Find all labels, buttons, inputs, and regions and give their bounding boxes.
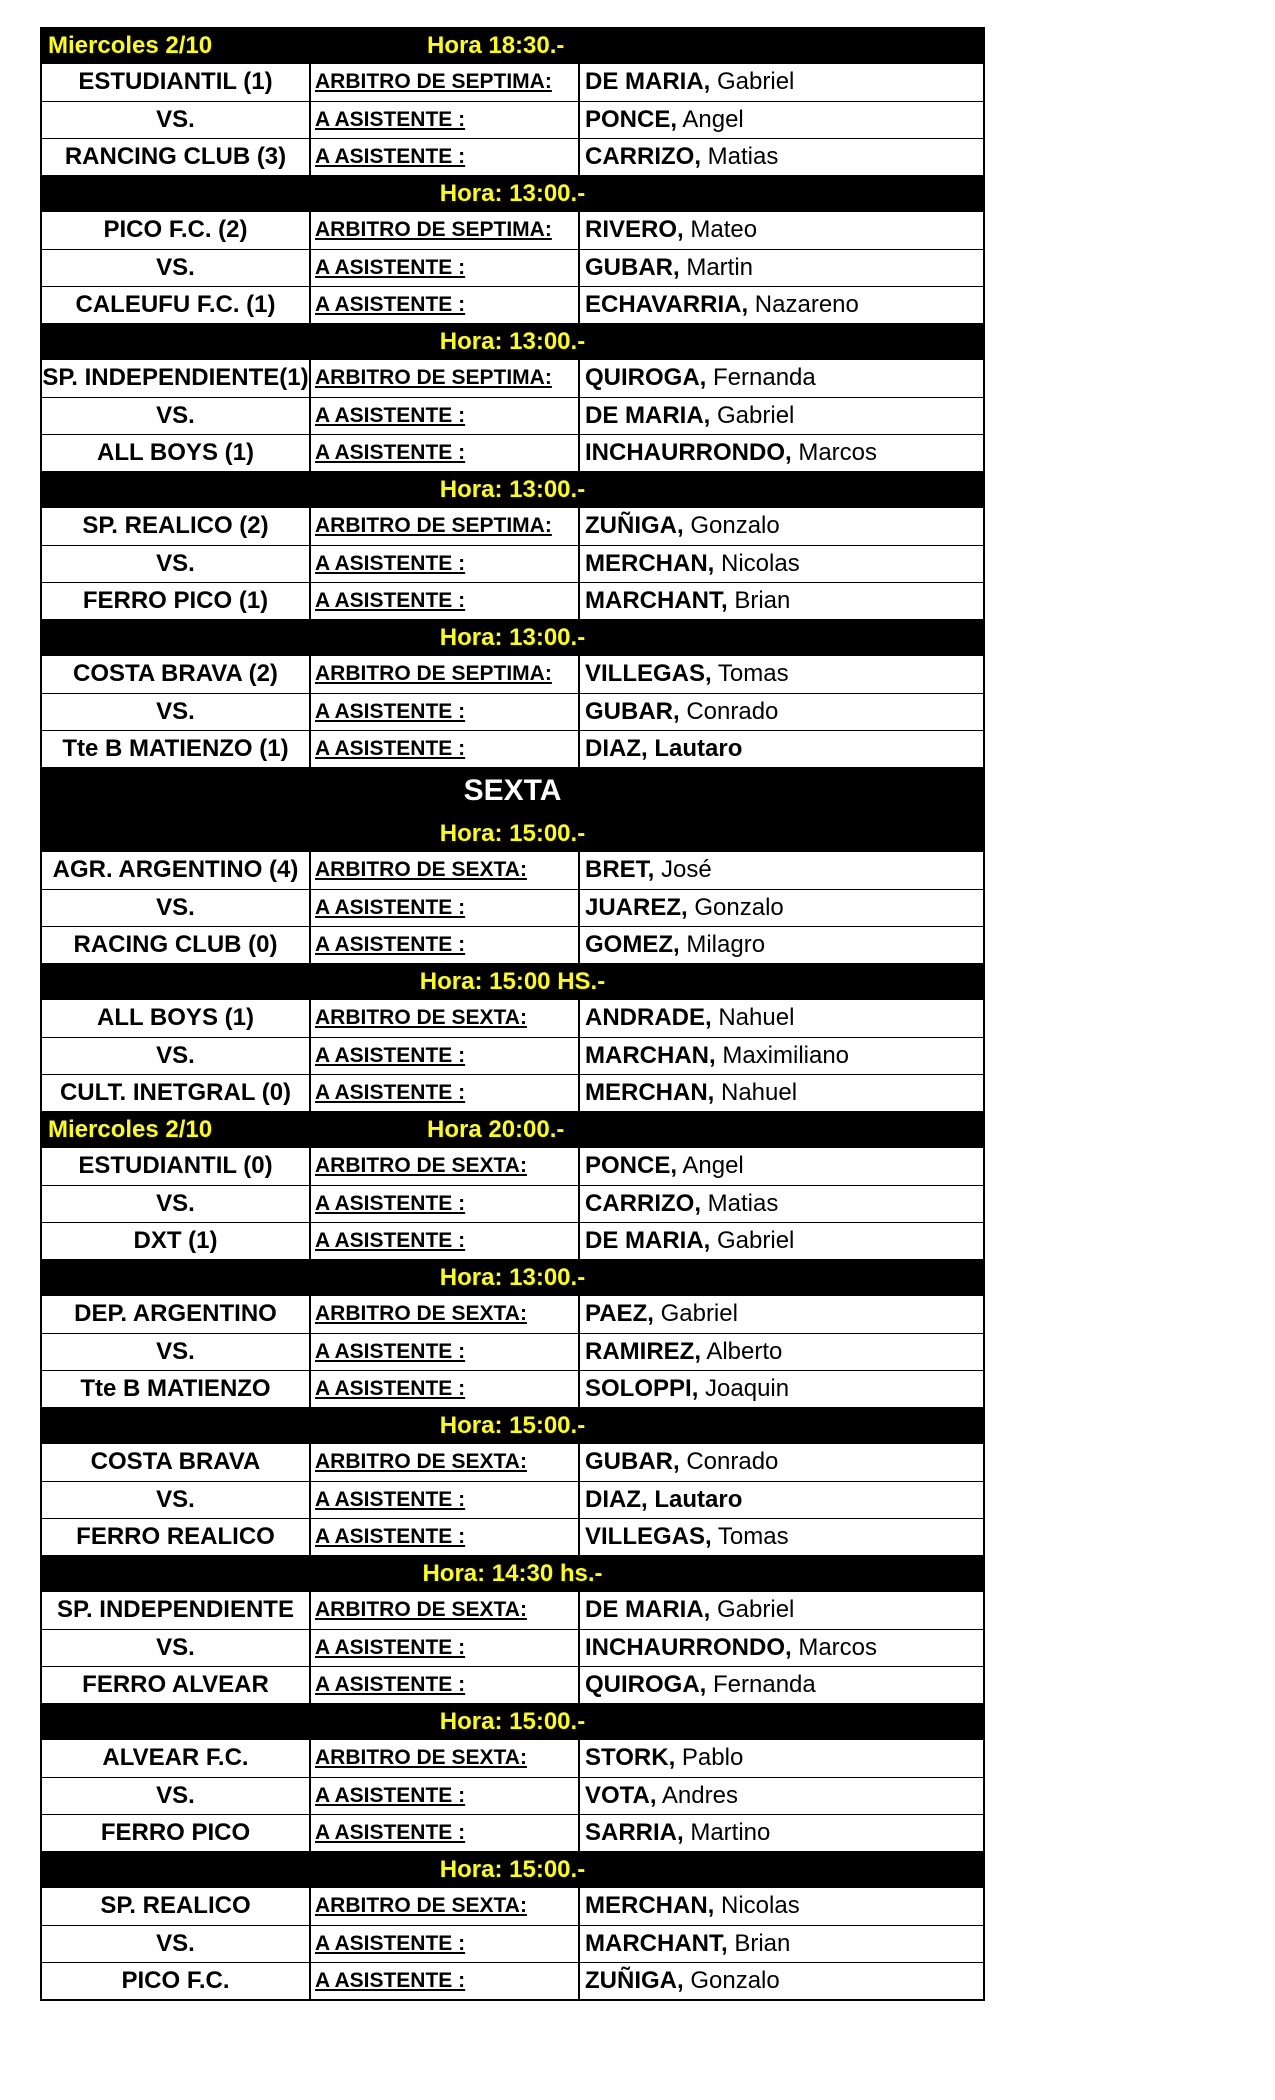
official-row (42, 1666, 983, 1703)
versus-label: VS. (42, 546, 311, 582)
official-surname: DE MARIA, (585, 402, 711, 429)
official-name (580, 583, 983, 619)
official-name (580, 102, 983, 138)
home-team: ALL BOYS (1) (42, 1000, 311, 1037)
assistant-role: A ASISTENTE : (311, 546, 580, 582)
official-name (580, 1296, 983, 1333)
match-time: Hora: 15:00.- (439, 1708, 586, 1735)
official-row (42, 360, 983, 397)
match-block (42, 656, 983, 767)
official-given-name: Mateo (690, 216, 758, 243)
match-block (42, 1740, 983, 1851)
official-given-name: Gabriel (717, 1227, 795, 1254)
match-time: Hora 20:00.- (427, 1116, 565, 1143)
official-row (42, 693, 983, 730)
match-block (42, 212, 983, 323)
match-time: Hora: 13:00.- (439, 1264, 586, 1291)
away-team: DXT (1) (42, 1223, 311, 1259)
away-team: CULT. INETGRAL (0) (42, 1075, 311, 1111)
official-row (42, 545, 983, 582)
official-surname: DE MARIA, (585, 1596, 711, 1623)
match-block (42, 1888, 983, 1999)
match-time-header (42, 1407, 983, 1444)
official-name (580, 656, 983, 693)
official-name (580, 1815, 983, 1851)
official-row (42, 582, 983, 619)
official-name (580, 1592, 983, 1629)
official-row (42, 1222, 983, 1259)
official-given-name: Fernanda (713, 364, 816, 391)
assistant-role: A ASISTENTE : (311, 1186, 580, 1222)
assistant-role: A ASISTENTE : (311, 102, 580, 138)
official-row (42, 249, 983, 286)
official-given-name: Fernanda (713, 1671, 816, 1698)
official-name (580, 508, 983, 545)
assistant-role: A ASISTENTE : (311, 1482, 580, 1518)
away-team: CALEUFU F.C. (1) (42, 287, 311, 323)
referee-schedule-table (40, 27, 985, 2001)
official-row (42, 1444, 983, 1481)
official-given-name: Martino (690, 1819, 771, 1846)
official-name (580, 1888, 983, 1925)
official-row (42, 64, 983, 101)
official-given-name: Gabriel (717, 402, 795, 429)
official-name (580, 1444, 983, 1481)
official-name (580, 852, 983, 889)
match-time: Hora: 13:00.- (439, 624, 586, 651)
official-given-name: Pablo (681, 1744, 744, 1771)
official-name (580, 546, 983, 582)
official-row (42, 1185, 983, 1222)
official-row (42, 926, 983, 963)
official-surname: GUBAR, (585, 698, 680, 725)
official-row (42, 1814, 983, 1851)
official-surname: MARCHANT, (585, 1930, 728, 1957)
official-given-name: Nazareno (754, 291, 859, 318)
away-team: RANCING CLUB (3) (42, 139, 311, 175)
official-row (42, 656, 983, 693)
official-surname: RIVERO, (585, 216, 684, 243)
versus-label: VS. (42, 1482, 311, 1518)
official-row (42, 1740, 983, 1777)
official-row (42, 1925, 983, 1962)
official-given-name: Lautaro (654, 1486, 743, 1513)
match-time: Hora: 13:00.- (439, 328, 586, 355)
official-surname: STORK, (585, 1744, 676, 1771)
assistant-role: A ASISTENTE : (311, 1926, 580, 1962)
assistant-role: A ASISTENTE : (311, 435, 580, 471)
home-team: ESTUDIANTIL (1) (42, 64, 311, 101)
match-time-header (42, 323, 983, 360)
away-team: PICO F.C. (42, 1963, 311, 1999)
official-name (580, 1371, 983, 1407)
official-given-name: Joaquin (705, 1375, 790, 1402)
official-given-name: Matias (707, 1190, 779, 1217)
official-given-name: Gonzalo (690, 1967, 780, 1994)
official-row (42, 101, 983, 138)
official-given-name: Martin (686, 254, 754, 281)
official-surname: DE MARIA, (585, 1227, 711, 1254)
assistant-role: A ASISTENTE : (311, 398, 580, 434)
assistant-role: A ASISTENTE : (311, 139, 580, 175)
assistant-role: A ASISTENTE : (311, 1630, 580, 1666)
match-time: Hora: 15:00.- (439, 1412, 586, 1439)
official-surname: INCHAURRONDO, (585, 439, 792, 466)
match-time-header (42, 1555, 983, 1592)
referee-role: ARBITRO DE SEXTA: (311, 1296, 580, 1333)
official-name (580, 139, 983, 175)
official-surname: GUBAR, (585, 254, 680, 281)
official-name (580, 1667, 983, 1703)
official-row (42, 1074, 983, 1111)
official-row (42, 1370, 983, 1407)
official-given-name: Angel (682, 106, 744, 133)
official-given-name: Brian (734, 587, 791, 614)
versus-label: VS. (42, 250, 311, 286)
official-given-name: Gonzalo (690, 512, 780, 539)
match-time-header (42, 619, 983, 656)
versus-label: VS. (42, 1186, 311, 1222)
home-team: SP. INDEPENDIENTE(1) (42, 360, 311, 397)
official-given-name: Nicolas (721, 550, 800, 577)
official-name (580, 360, 983, 397)
official-name (580, 1148, 983, 1185)
match-time-header (42, 1111, 983, 1148)
official-surname: GOMEZ, (585, 931, 680, 958)
official-given-name: Nahuel (721, 1079, 798, 1106)
official-given-name: José (661, 856, 712, 883)
official-name (580, 287, 983, 323)
match-time-header (42, 471, 983, 508)
official-surname: MARCHAN, (585, 1042, 716, 1069)
versus-label: VS. (42, 1334, 311, 1370)
official-name (580, 1482, 983, 1518)
official-given-name: Marcos (798, 1634, 878, 1661)
official-surname: PAEZ, (585, 1300, 654, 1327)
official-name (580, 1630, 983, 1666)
official-row (42, 138, 983, 175)
official-name (580, 250, 983, 286)
assistant-role: A ASISTENTE : (311, 1667, 580, 1703)
official-surname: QUIROGA, (585, 364, 707, 391)
versus-label: VS. (42, 398, 311, 434)
home-team: PICO F.C. (2) (42, 212, 311, 249)
official-row (42, 1962, 983, 1999)
referee-role: ARBITRO DE SEPTIMA: (311, 508, 580, 545)
referee-role: ARBITRO DE SEXTA: (311, 1444, 580, 1481)
official-row (42, 1592, 983, 1629)
home-team: COSTA BRAVA (42, 1444, 311, 1481)
official-row (42, 212, 983, 249)
official-given-name: Andres (661, 1782, 738, 1809)
official-name (580, 1334, 983, 1370)
official-name (580, 694, 983, 730)
referee-role: ARBITRO DE SEXTA: (311, 1148, 580, 1185)
official-name (580, 927, 983, 963)
match-time-header (42, 815, 983, 852)
official-given-name: Gabriel (660, 1300, 738, 1327)
official-row (42, 1037, 983, 1074)
official-surname: MARCHANT, (585, 587, 728, 614)
official-surname: CARRIZO, (585, 1190, 701, 1217)
home-team: DEP. ARGENTINO (42, 1296, 311, 1333)
referee-role: ARBITRO DE SEXTA: (311, 1888, 580, 1925)
official-given-name: Angel (682, 1152, 744, 1179)
official-surname: MERCHAN, (585, 550, 715, 577)
referee-role: ARBITRO DE SEPTIMA: (311, 360, 580, 397)
official-row (42, 1148, 983, 1185)
home-team: SP. INDEPENDIENTE (42, 1592, 311, 1629)
official-given-name: Matias (707, 143, 779, 170)
official-name (580, 1075, 983, 1111)
match-day: Miercoles 2/10 (48, 1116, 213, 1143)
match-time: Hora: 14:30 hs.- (422, 1560, 603, 1587)
official-name (580, 1000, 983, 1037)
official-surname: ZUÑIGA, (585, 512, 684, 539)
official-given-name: Nahuel (718, 1004, 795, 1031)
official-given-name: Conrado (686, 1448, 779, 1475)
versus-label: VS. (42, 1778, 311, 1814)
match-block (42, 1000, 983, 1111)
match-day: Miercoles 2/10 (48, 32, 213, 59)
assistant-role: A ASISTENTE : (311, 1334, 580, 1370)
versus-label: VS. (42, 1038, 311, 1074)
official-surname: ECHAVARRIA, (585, 291, 749, 318)
official-row (42, 1518, 983, 1555)
match-time-header (42, 1703, 983, 1740)
official-surname: PONCE, (585, 1152, 678, 1179)
match-block (42, 1296, 983, 1407)
referee-role: ARBITRO DE SEPTIMA: (311, 64, 580, 101)
match-time: Hora: 15:00 HS.- (419, 968, 606, 995)
official-surname: INCHAURRONDO, (585, 1634, 792, 1661)
official-name (580, 212, 983, 249)
home-team: ESTUDIANTIL (0) (42, 1148, 311, 1185)
official-given-name: Maximiliano (722, 1042, 850, 1069)
official-surname: ZUÑIGA, (585, 1967, 684, 1994)
official-given-name: Conrado (686, 698, 779, 725)
official-name (580, 1740, 983, 1777)
official-name (580, 1186, 983, 1222)
official-given-name: Marcos (798, 439, 878, 466)
versus-label: VS. (42, 1926, 311, 1962)
assistant-role: A ASISTENTE : (311, 1963, 580, 1999)
official-row (42, 1296, 983, 1333)
home-team: COSTA BRAVA (2) (42, 656, 311, 693)
referee-role: ARBITRO DE SEPTIMA: (311, 212, 580, 249)
home-team: SP. REALICO (2) (42, 508, 311, 545)
assistant-role: A ASISTENTE : (311, 250, 580, 286)
versus-label: VS. (42, 1630, 311, 1666)
official-surname: DE MARIA, (585, 68, 711, 95)
official-name (580, 1926, 983, 1962)
match-time: Hora: 15:00.- (439, 820, 586, 847)
official-given-name: Tomas (717, 660, 789, 687)
official-row (42, 508, 983, 545)
official-name (580, 1778, 983, 1814)
category-header: SEXTA (42, 767, 983, 815)
official-row (42, 434, 983, 471)
home-team: SP. REALICO (42, 1888, 311, 1925)
away-team: ALL BOYS (1) (42, 435, 311, 471)
match-block (42, 64, 983, 175)
referee-role: ARBITRO DE SEXTA: (311, 852, 580, 889)
home-team: ALVEAR F.C. (42, 1740, 311, 1777)
official-surname: GUBAR, (585, 1448, 680, 1475)
official-surname: DIAZ, (585, 1486, 648, 1513)
official-name (580, 398, 983, 434)
assistant-role: A ASISTENTE : (311, 1778, 580, 1814)
official-given-name: Gabriel (717, 68, 795, 95)
official-row (42, 1000, 983, 1037)
official-name (580, 1963, 983, 1999)
official-given-name: Brian (734, 1930, 791, 1957)
official-name (580, 1223, 983, 1259)
away-team: RACING CLUB (0) (42, 927, 311, 963)
official-surname: MERCHAN, (585, 1892, 715, 1919)
official-row (42, 889, 983, 926)
match-block (42, 1148, 983, 1259)
official-name (580, 435, 983, 471)
assistant-role: A ASISTENTE : (311, 1038, 580, 1074)
assistant-role: A ASISTENTE : (311, 927, 580, 963)
official-given-name: Tomas (717, 1523, 789, 1550)
versus-label: VS. (42, 694, 311, 730)
assistant-role: A ASISTENTE : (311, 890, 580, 926)
official-name (580, 1519, 983, 1555)
assistant-role: A ASISTENTE : (311, 731, 580, 767)
official-row (42, 730, 983, 767)
official-row (42, 852, 983, 889)
official-surname: MERCHAN, (585, 1079, 715, 1106)
official-row (42, 1629, 983, 1666)
official-given-name: Gonzalo (694, 894, 784, 921)
official-given-name: Gabriel (717, 1596, 795, 1623)
official-row (42, 1481, 983, 1518)
assistant-role: A ASISTENTE : (311, 1075, 580, 1111)
referee-role: ARBITRO DE SEPTIMA: (311, 656, 580, 693)
assistant-role: A ASISTENTE : (311, 583, 580, 619)
versus-label: VS. (42, 890, 311, 926)
match-time: Hora: 13:00.- (439, 476, 586, 503)
official-row (42, 397, 983, 434)
match-block (42, 360, 983, 471)
referee-role: ARBITRO DE SEXTA: (311, 1740, 580, 1777)
official-given-name: Nicolas (721, 1892, 800, 1919)
official-row (42, 286, 983, 323)
official-surname: VILLEGAS, (585, 1523, 712, 1550)
match-time-header (42, 963, 983, 1000)
official-surname: SOLOPPI, (585, 1375, 699, 1402)
match-time-header (42, 1851, 983, 1888)
official-surname: BRET, (585, 856, 655, 883)
versus-label: VS. (42, 102, 311, 138)
away-team: Tte B MATIENZO (1) (42, 731, 311, 767)
referee-role: ARBITRO DE SEXTA: (311, 1592, 580, 1629)
home-team: AGR. ARGENTINO (4) (42, 852, 311, 889)
official-surname: DIAZ, (585, 735, 648, 762)
away-team: FERRO PICO (1) (42, 583, 311, 619)
assistant-role: A ASISTENTE : (311, 1519, 580, 1555)
official-surname: CARRIZO, (585, 143, 701, 170)
away-team: Tte B MATIENZO (42, 1371, 311, 1407)
match-time: Hora: 15:00.- (439, 1856, 586, 1883)
match-time: Hora 18:30.- (427, 32, 565, 59)
assistant-role: A ASISTENTE : (311, 1223, 580, 1259)
official-name (580, 1038, 983, 1074)
assistant-role: A ASISTENTE : (311, 287, 580, 323)
official-surname: ANDRADE, (585, 1004, 712, 1031)
official-surname: SARRIA, (585, 1819, 684, 1846)
official-name (580, 731, 983, 767)
match-time: Hora: 13:00.- (439, 180, 586, 207)
assistant-role: A ASISTENTE : (311, 1815, 580, 1851)
away-team: FERRO REALICO (42, 1519, 311, 1555)
official-surname: RAMIREZ, (585, 1338, 701, 1365)
official-name (580, 890, 983, 926)
official-row (42, 1888, 983, 1925)
match-block (42, 852, 983, 963)
official-given-name: Milagro (686, 931, 766, 958)
match-block (42, 508, 983, 619)
referee-role: ARBITRO DE SEXTA: (311, 1000, 580, 1037)
away-team: FERRO PICO (42, 1815, 311, 1851)
official-surname: PONCE, (585, 106, 678, 133)
official-surname: VILLEGAS, (585, 660, 712, 687)
assistant-role: A ASISTENTE : (311, 694, 580, 730)
match-time-header (42, 1259, 983, 1296)
official-row (42, 1777, 983, 1814)
official-given-name: Lautaro (654, 735, 743, 762)
assistant-role: A ASISTENTE : (311, 1371, 580, 1407)
away-team: FERRO ALVEAR (42, 1667, 311, 1703)
match-block (42, 1592, 983, 1703)
official-given-name: Alberto (706, 1338, 783, 1365)
official-row (42, 1333, 983, 1370)
match-block (42, 1444, 983, 1555)
official-surname: VOTA, (585, 1782, 657, 1809)
match-time-header (42, 27, 983, 64)
official-name (580, 64, 983, 101)
match-time-header (42, 175, 983, 212)
official-surname: QUIROGA, (585, 1671, 707, 1698)
official-surname: JUAREZ, (585, 894, 688, 921)
